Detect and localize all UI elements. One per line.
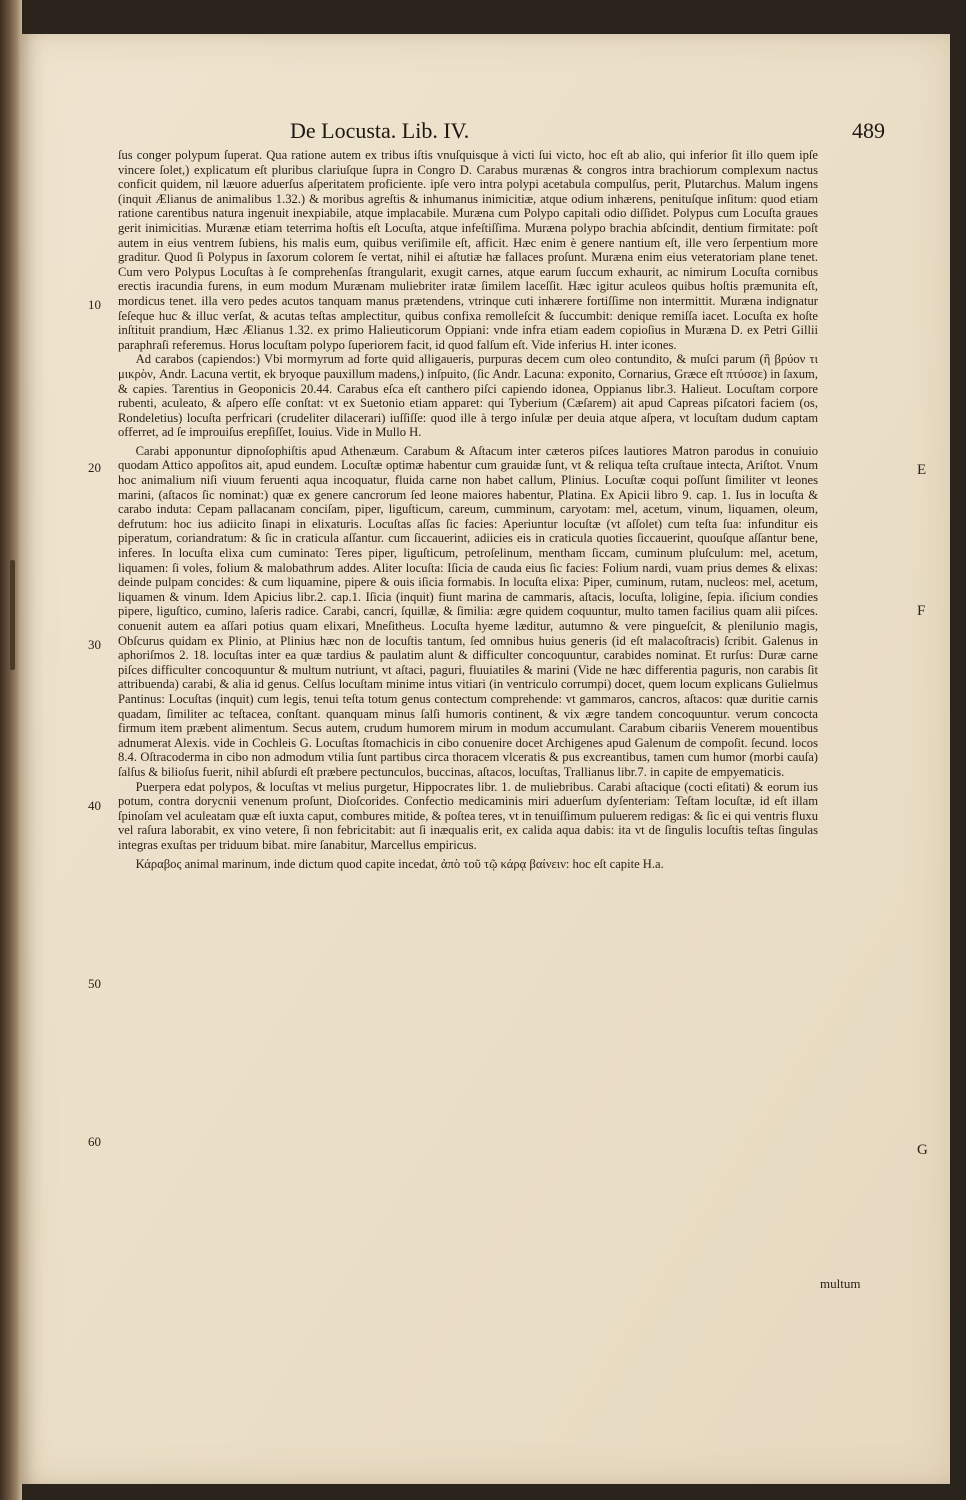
catchword: multum [820,1276,861,1291]
line-number: 40 [88,798,101,813]
paragraph: Ad carabos (capiendos:) Vbi mormyrum ad forte quid alligaueris, purpuras decem cum oleo contundito, & muſci parum (ἢ βρύον τι μικρὸν, Andr. Lacuna vertit, ek bryoque pauxillum madens,) inſpuito, (ſic Andr. Lacuna: exponito, Cornarius, Græce eſt πτύσσε) in ſaxum, & capies. Tarentius in Geoponicis 20.44. Carabus eſca eſt canthero piſci capiendo idonea, Oppianus libr.3. Halieut. Locuſtam corpore rubenti, aculeato, & aſpero eſſe conſtat: vt ex Suetonio etiam apparet: qui Tyberium (Cæſarem) ait apud Capreas piſcatori faciem (os, Rondeletius) locuſta perfricari (crudeliter dilacerari) iuſſiſſe: quod ille à tergo inſulæ per deuia atque aſpera, vt locuſtam dudum captam offerret, ad ſe improuiſus erepſiſſet, Iouius. Vide in Mullo H. [118,352,818,440]
book-binding [0,0,22,1500]
line-number: 60 [88,1134,101,1149]
page-number: 489 [852,118,885,143]
margin-section-letter: E [917,462,927,478]
paragraph: Κάραβος animal marinum, inde dictum quod capite incedat, ἀπὸ τοῦ τῷ κάρᾳ βαίνειν: hoc eſt capite H.a. [135,856,664,871]
margin-section-letter: F [917,603,926,619]
binding-thread [10,560,15,670]
line-number: 10 [88,297,101,312]
running-head: De Locusta. Lib. IV. [290,118,470,143]
paragraph: Puerpera edat polypos, & locuſtas vt melius purgetur, Hippocrates libr. 1. de muliebribus. Carabi aſtacique (cocti eſitati) & eorum ius potum, contra dorycnii venenum proſunt, Dioſcorides. Confectio medicaminis miri aduerſum dyſenteriam: Teſtam locuſtæ, id eſt illam ſpinoſam vel aculeatam quæ eſt iuxta caput, combures mitide, & poſtea teres, vt in tenuiſſimum puluerem redigas: & ſic ei qui ventris fluxu vel raſura laborabit, ex vino vetere, ſi non febricitabit: aut ſi inæqualis erit, ex calida aqua dabis: ita vt de ſingulis locuſtis teſtas ſingulas integras exuſtas per triduum bibat. mire ſanabitur, Marcellus empiricus. [118,779,818,852]
margin-section-letter: G [917,1142,928,1158]
main-text [118,148,818,871]
line-number: 50 [88,976,101,991]
paragraph: ſus conger polypum ſuperat. Qua ratione autem ex tribus iſtis vnuſquisque à victi ſui victo, hoc eſt ab alio, qui inferior ſit illo quem ipſe vincere ſolet,) explicatum eſt pluribus clariuſque ſupra in Congro D. Carabus murænas & congros intra brachiorum complexum nactus conficit quidem, nil læuore aduerſus aſperitatem proficiente. ipſe vero intra polypi acetabula compulſus, perit, Plutarchus. Malum ingens (inquit Ælianus de animalibus 1.32.) & moribus agreſtis & inhumanus inimicitiæ, atque odium inhærens, penituſque inſitum: quod etiam ratione carentibus natura ingenuit inexpiabile, atque implacabile. Muræna cum Polypo capitali odio diſſidet. Polypus cum Locuſta graues gerit inimicitias. Murænæ etiam teterrima hoſtis eſt Locuſta, atque infeſtiſſima. Muræna polypo brachia abſcindit, dentium firmitate: poſt autem in eius ventrem ſubiens, his malis eum, quibus veriſimile eſt, afficit. Hæc enim è genere nantium eſt, ille vero ſerpentium more graditur. Quod ſi Polypus in ſaxorum colorem ſe vertat, nihil ei aſtutiæ hæ fallaces proſunt. Muræna enim eius veteratoriam plane tenet. Cum vero Polypus Locuſtas à ſe comprehenſas ſtrangularit, exugit carnes, atque earum ſuccum exhaurit, ac nimirum Locuſta cornibus erectis iracundia furens, in eum modum Murænam muliebriter iratæ ſimilem laceſſit. Hæc igitur aculeos quibus hoſtis præmunita eſt, mordicus tenet. illa vero pedes acutos tanquam manus prætendens, vtrinque cuti inhærere fortiſſime non intermittit. Muræna indignatur ſeſeque huc & illuc verſat, & acutas teſtas amplectitur, quibus confixa remolleſcit & ſuccumbit: denique remiſſa iacet. Locuſta ex hoſte inſtituit prandium, Hæc Ælianus 1.32. ex primo Halieuticorum Oppiani: vnde infra etiam eadem copioſius in Muræna D. ex Petri Gillii paraphraſi referemus. Horus locuſtam polypo ſuperiorem facit, id quod falſum eſt. Vide inferius H. inter icones. [118,148,818,352]
paragraph: Carabi apponuntur dipnoſophiſtis apud Athenæum. Carabum & Aſtacum inter cæteros piſces lautiores Matron parodus in conuiuio quodam Attico appoſitos ait, apud eundem. Locuſtæ optimæ habentur cum grauidæ ſunt, vt & reliqua teſta cruſtaue intecta, Ariſtot. Vnum hoc animalium niſi viuum feruenti aqua incoquatur, fluida carne non habet callum, Plinius. Locuſtæ coqui poſſunt ſimiliter vt leones marini, (aſtacos ſic nominat:) quæ ex genere cancrorum ſed leone maiores habentur, Platina. Ex Apicii libro 9. cap. 1. Ius in locuſta & carabo induta: Cepam pallacanam conciſam, piper, liguſticum, careum, cumminum, caryotam: mel, acetum, vinum, liquamen, oleum, defrutum: hoc ius adiicito ſinapi in elixaturis. Locuſtas aſſas ſic facies: Aperiuntur locuſtæ (vt aſſolet) cum teſta ſua: infunditur eis piperatum, coriandratum: & ſic in craticula aſſantur. cum ſiccauerint, adiicies eis in craticula quoties ſiccauerint, quouſque aſſantur bene, inferes. In locuſta elixa cum cuminato: Teres piper, liguſticum, petroſelinum, mentham ſiccam, cuminum pluſculum: mel, acetum, liquamen: ſi voles, folium & malobathrum addes. Aliter locuſta: Iſicia de cauda eius ſic facies: Folium nardi, vuam prius demes & elixas: deinde pulpam concides: & cum liquamine, pipere & ouis iſicia formabis. In locuſta elixa: Piper, cuminum, rutam, nucleos: mel, acetum, liquamen & vinum. Idem Apicius libr.2. cap.1. Iſicia (inquit) fiunt marina de cammaris, aſtacis, locuſta, loligine, ſepia. iſicium condies pipere, liguſtico, cumino, laſeris radice. Carabi, cancri, ſquillæ, & ſimilia: ægre quidem coquuntur, multo tamen facilius quam alii piſces. conuenit autem ea aſſari potius quam elixari, Mneſitheus. Locuſta hyeme læditur, autumno & vere pingueſcit, & plenilunio magis, Obſcurus quidam ex Plinio, at Plinius hæc non de locuſtis tantum, ſed omnibus huius generis (id eſt malacoſtracis) ſcribit. Galenus in aphoriſmos 2. 18. locuſtas inter ea quæ tardius & paulatim alunt & difficulter concoquuntur, carabides nominat. Et rurſus: Duræ carne piſces difficulter concoquuntur & multum nutriunt, vt aſtaci, paguri, fluuiatiles & marini (Vide ne hæc differentia paguris, non carabis ſit attribuenda) carabi, & alia id genus. Celſus locuſtam minime intus vitiari (in ventriculo corrumpi) docet, quem locum explicans Gulielmus Pantinus: Locuſtas (inquit) cum legis, tenui teſta totum genus contectum comprehende: vt gammaros, cancros, aſtacos: quæ duritie carnis quadam, ſimiliter ac teſtacea, conſtant. quanquam minus ſalſi humoris continent, & vix ægre tandem concoquuntur. verum concocta firmum item præbent alimentum. Secus autem, crudum humorem mirum in modum accumulant. Carabum cibariis Venerem mouentibus adnumerat Alexis. vide in Cochleis G. Locuſtas ſtomachicis in cibo conuenire docet Archigenes apud Galenum de compoſit. ſecund. locos 8.4. Oſtracoderma in cibo non admodum vtilia ſunt partibus circa thoracem vlceratis & pus excreantibus, tamen cum humor (morbi cauſa) ſalſus & bilioſus fuerit, nihil abſurdi eſt præbere pectunculos, buccinas, aſtacos, locuſtas, Trallianus libr.7. in capite de empyematicis. [118,443,818,779]
line-number: 20 [88,460,101,475]
line-number: 30 [88,637,101,652]
